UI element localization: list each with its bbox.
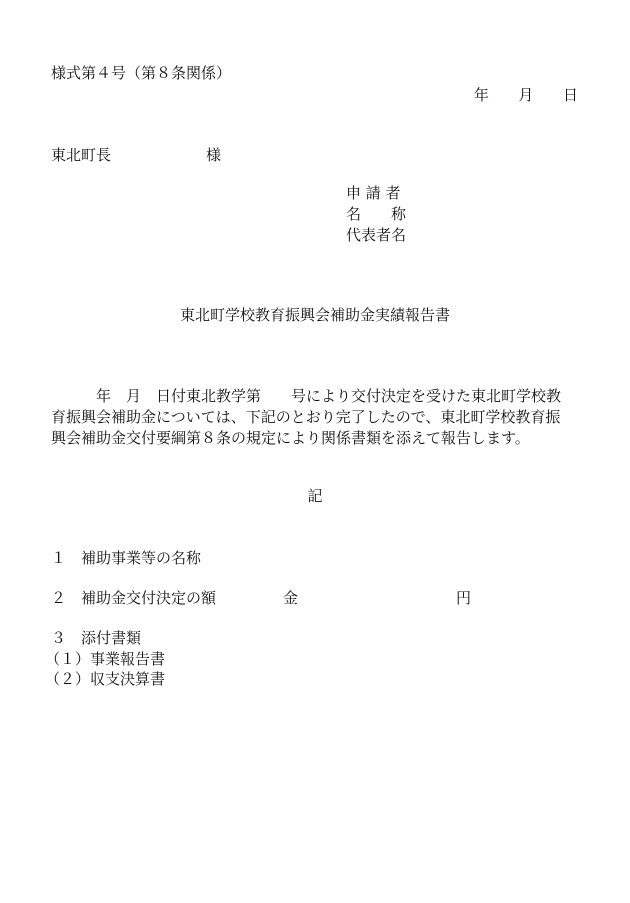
body-line-3: 興会補助金交付要綱第８条の規定により関係書類を添えて報告します。 (51, 429, 530, 447)
applicant-name-label: 名 称 (346, 205, 407, 223)
applicant-label: 申 請 者 (346, 184, 401, 202)
date-line (474, 86, 578, 104)
body-paragraph (51, 386, 581, 449)
item-1-project-name: １ 補助事業等の名称 (51, 549, 202, 567)
item-3-attachments: ３ 添付書類 (51, 629, 142, 647)
addressee-honorific: 様 (206, 146, 222, 164)
applicant-block (346, 184, 406, 247)
ki-heading: 記 (307, 487, 323, 505)
attachment-income-expense-statement: （２）収支決算書 (45, 670, 166, 688)
document-title: 東北町学校教育振興会補助金実績報告書 (179, 306, 450, 324)
item-2-kin: 金 (283, 589, 299, 607)
addressee-name: 東北町長 (51, 146, 112, 164)
date-day: 日 (562, 86, 578, 104)
date-month: 月 (518, 86, 534, 104)
form-number: 様式第４号（第８条関係） (51, 64, 232, 82)
date-year: 年 (473, 86, 489, 104)
item-2-grant-amount-label: ２ 補助金交付決定の額 (51, 589, 217, 607)
attachment-business-report: （１）事業報告書 (45, 650, 166, 668)
body-line-1: 年 月 日付東北教学第 号により交付決定を受けた東北町学校教 (51, 387, 562, 405)
body-line-2: 育振興会補助金については、下記のとおり完了したので、東北町学校教育振 (51, 408, 561, 426)
item-2-yen: 円 (456, 589, 472, 607)
applicant-representative-label: 代表者名 (346, 226, 407, 244)
